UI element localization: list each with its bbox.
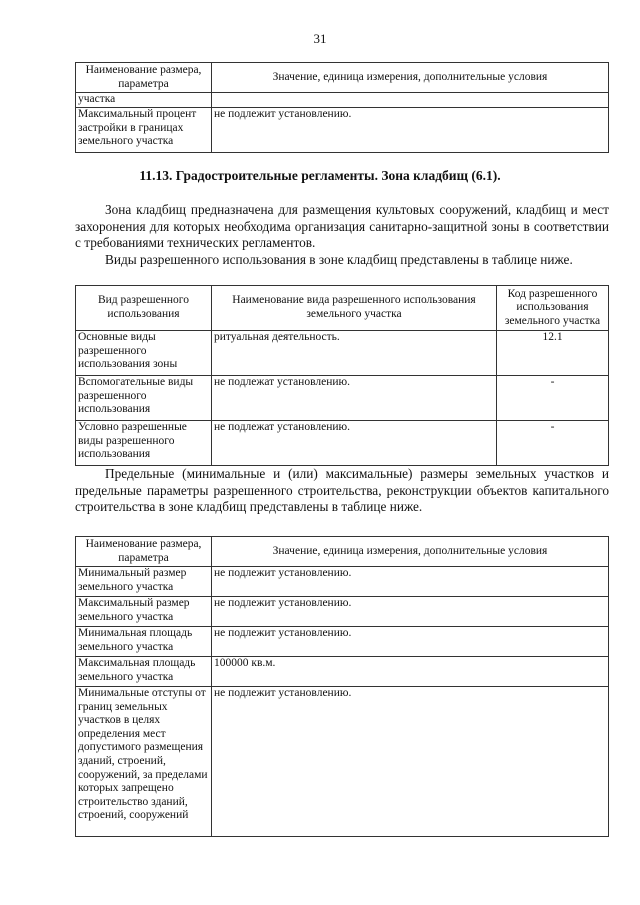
table-uses — [75, 285, 609, 466]
table-row — [76, 93, 609, 108]
table-cell: - — [497, 376, 609, 421]
table-top-header-value: Значение, единица измерения, дополнительные условия — [212, 63, 609, 93]
table-cell: Максимальная площадь земельного участка — [76, 657, 212, 687]
table-cell: - — [497, 421, 609, 466]
section-heading: 11.13. Градостроительные регламенты. Зона кладбищ (6.1). — [139, 168, 501, 183]
table-cell — [212, 93, 609, 108]
table-uses-header-type: Вид разрешенного использования — [76, 286, 212, 331]
table-cell: не подлежит установлению. — [212, 687, 609, 837]
table-uses-header-code: Код разрешенного использования земельного участка — [497, 286, 609, 331]
table-cell: Условно разрешенные виды разрешенного использования — [76, 421, 212, 466]
table-cell: Минимальные отступы от границ земельных участков в целях определения мест допустимого размещения зданий, строений, сооружений, за пределами которых запрещено строительство зданий, строений, сооружений — [76, 687, 212, 837]
table-cell: Минимальная площадь земельного участка — [76, 627, 212, 657]
table-cell: 100000 кв.м. — [212, 657, 609, 687]
table-params-header-param: Наименование размера, параметра — [76, 537, 212, 567]
table-cell: не подлежат установлению. — [212, 421, 497, 466]
table-cell: участка — [76, 93, 212, 108]
page-number: 31 — [313, 31, 327, 46]
table-cell: ритуальная деятельность. — [212, 331, 497, 376]
table-row — [76, 376, 609, 421]
table-cell: не подлежит установлению. — [212, 627, 609, 657]
table-top-header-param: Наименование размера, параметра — [76, 63, 212, 93]
table-params — [75, 536, 609, 837]
table-row — [76, 657, 609, 687]
table-row — [76, 597, 609, 627]
table-row — [76, 421, 609, 466]
table-cell: не подлежит установлению. — [212, 597, 609, 627]
table-cell: не подлежит установлению. — [212, 108, 609, 153]
table-cell: не подлежит установлению. — [212, 567, 609, 597]
paragraph-params-intro: Предельные (минимальные и (или) максимальные) размеры земельных участков и предельные параметры разрешенного строительства, реконструкции объектов капитального строительства в зоне кладбищ представлены в таблице ниже. — [75, 466, 609, 514]
table-uses-header-name: Наименование вида разрешенного использования земельного участка — [212, 286, 497, 331]
table-row — [76, 567, 609, 597]
table-row — [76, 331, 609, 376]
table-cell: Вспомогательные виды разрешенного использования — [76, 376, 212, 421]
paragraph-uses-intro: Виды разрешенного использования в зоне кладбищ представлены в таблице ниже. — [105, 252, 573, 267]
table-row — [76, 627, 609, 657]
table-top — [75, 62, 609, 153]
table-cell: Максимальный размер земельного участка — [76, 597, 212, 627]
table-cell: Максимальный процент застройки в границах земельного участка — [76, 108, 212, 153]
table-cell: Минимальный размер земельного участка — [76, 567, 212, 597]
paragraph-zone-description: Зона кладбищ предназначена для размещения культовых сооружений, кладбищ и мест захоронения для которых необходима организация санитарно-защитной зоны в соответствии с требованиями технических регламентов. — [75, 202, 609, 250]
table-row — [76, 687, 609, 837]
table-cell: Основные виды разрешенного использования зоны — [76, 331, 212, 376]
table-cell: 12.1 — [497, 331, 609, 376]
table-params-header-value: Значение, единица измерения, дополнительные условия — [212, 537, 609, 567]
table-row — [76, 108, 609, 153]
table-cell: не подлежат установлению. — [212, 376, 497, 421]
